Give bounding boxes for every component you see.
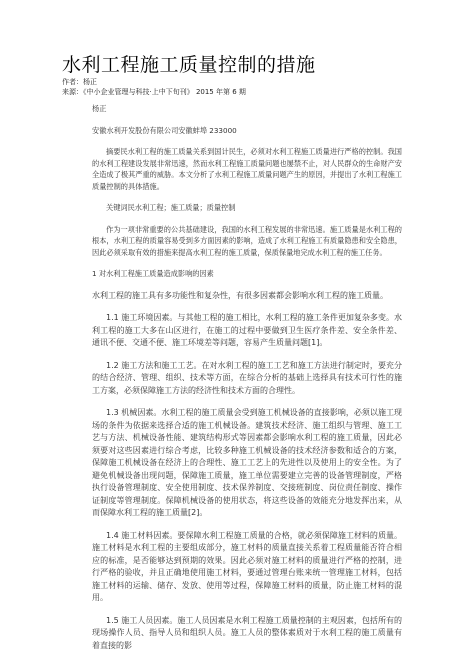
subsection-1-3: 1.3 机械因素。水利工程的施工质量会受到施工机械设备的直接影响，必须以施工现场的条件为依据来选择合适的施工机械设备。建筑技术经济、施工组织与管理、施工工艺与方法、机械设备性能、建筑结构形式等因素都会影响水利工程的施工质量，因此必须要对这些因素进行综合考虑，比较多种施工机械设备的技术经济参数和适合的方案，保障施工机械设备在经济上的合理性、施工工艺上的先进性以及使用上的安全性。为了避免机械设备出现问题，保障施工质量，施工单位需要建立完善的设备管理制度，严格执行设备管理制度、安全使用制度、技术保养制度、交接班制度、岗位责任制度、操作证制度等管理制度。保障机械设备的使用状态，将这些设备的效能充分地发挥出来，从而保障水利工程的施工质量[2]。	[92, 408, 402, 517]
subsection-1-4: 1.4 施工材料因素。要保障水利工程施工质量的合格，就必须保障施工材料的质量。施工材料是水利工程的主要组成部分，施工材料的质量直接关系着工程质量能否符合相应的标准，是否能够达到预期的效果。因此必须对施工材料的质量进行严格的控制，进行严格的验收，并且正确地使用施工材料，要通过管理台账来统一管理施工材料，包括施工材料的运输、储存、发放、使用等过程，保障施工材料的质量，防止施工材料的混用。	[92, 530, 402, 602]
subsection-1-5: 1.5 施工人员因素。施工人员因素是水利工程施工质量控制的主观因素，包括所有的现场操作人员、指导人员和组织人员。施工人员的整体素质对于水利工程的施工质量有着直接的影	[92, 615, 402, 650]
author-line: 作者：杨正	[62, 78, 97, 86]
article-body	[92, 103, 402, 662]
author-name: 杨正	[92, 104, 107, 113]
abstract-paragraph: 摘要民水利工程的施工质量关系到国计民生，必须对水利工程施工质量进行严格的控制。我国的水利工程建设发展非常迅速，然而水利工程施工质量问题也屡禁不止，对人民群众的生命财产安全造成了极其严重的威胁。本文分析了水利工程施工质量问题产生的原因，并提出了水利工程施工质量控制的具体措施。	[92, 147, 402, 191]
author-affiliation: 安徽水利开发股份有限公司安徽蚌埠 233000	[92, 125, 237, 135]
subsection-1-2: 1.2 施工方法和施工工艺。在对水利工程的施工工艺和施工方法进行制定时，要充分的结合经济、管理、组织、技术等方面，在综合分析的基础上选择具有技术可行性的施工方案，必须保障施工方法的经济性和技术方面的合理性。	[92, 360, 402, 395]
section-heading: 1 对水利工程施工质量造成影响的因素	[92, 269, 214, 278]
section-intro-paragraph: 水利工程的施工具有多功能性和复杂性，有很多因素都会影响水利工程的施工质量。	[92, 290, 388, 300]
subsection-1-1: 1.1 施工环境因素。与其他工程的施工相比，水利工程的施工条件更加复杂多变。水利工程的施工大多在山区进行，在施工的过程中要做到卫生医疗条件差、安全条件差、通讯不便、交通不便、施工环境差等问题，容易产生质量问题[1]。	[92, 313, 402, 347]
source-line: 来源：《中小企业管理与科技·上中下旬刊》 2015 年第 6 期	[62, 88, 246, 96]
intro-paragraph: 作为一项非常重要的公共基础建设，我国的水利工程发展的非常迅速。施工质量是水利工程的根本，水利工程的质量容易受到多方面因素的影响，造成了水利工程施工有质量隐患和安全隐患，因此必须采取有效的措施来提高水利工程的施工质量，保质保量地完成水利工程的施工任务。	[92, 224, 402, 257]
document-title: 水利工程施工质量控制的措施	[62, 54, 316, 76]
keywords-paragraph: 关键词民水利工程；施工质量；质量控制	[106, 203, 236, 212]
